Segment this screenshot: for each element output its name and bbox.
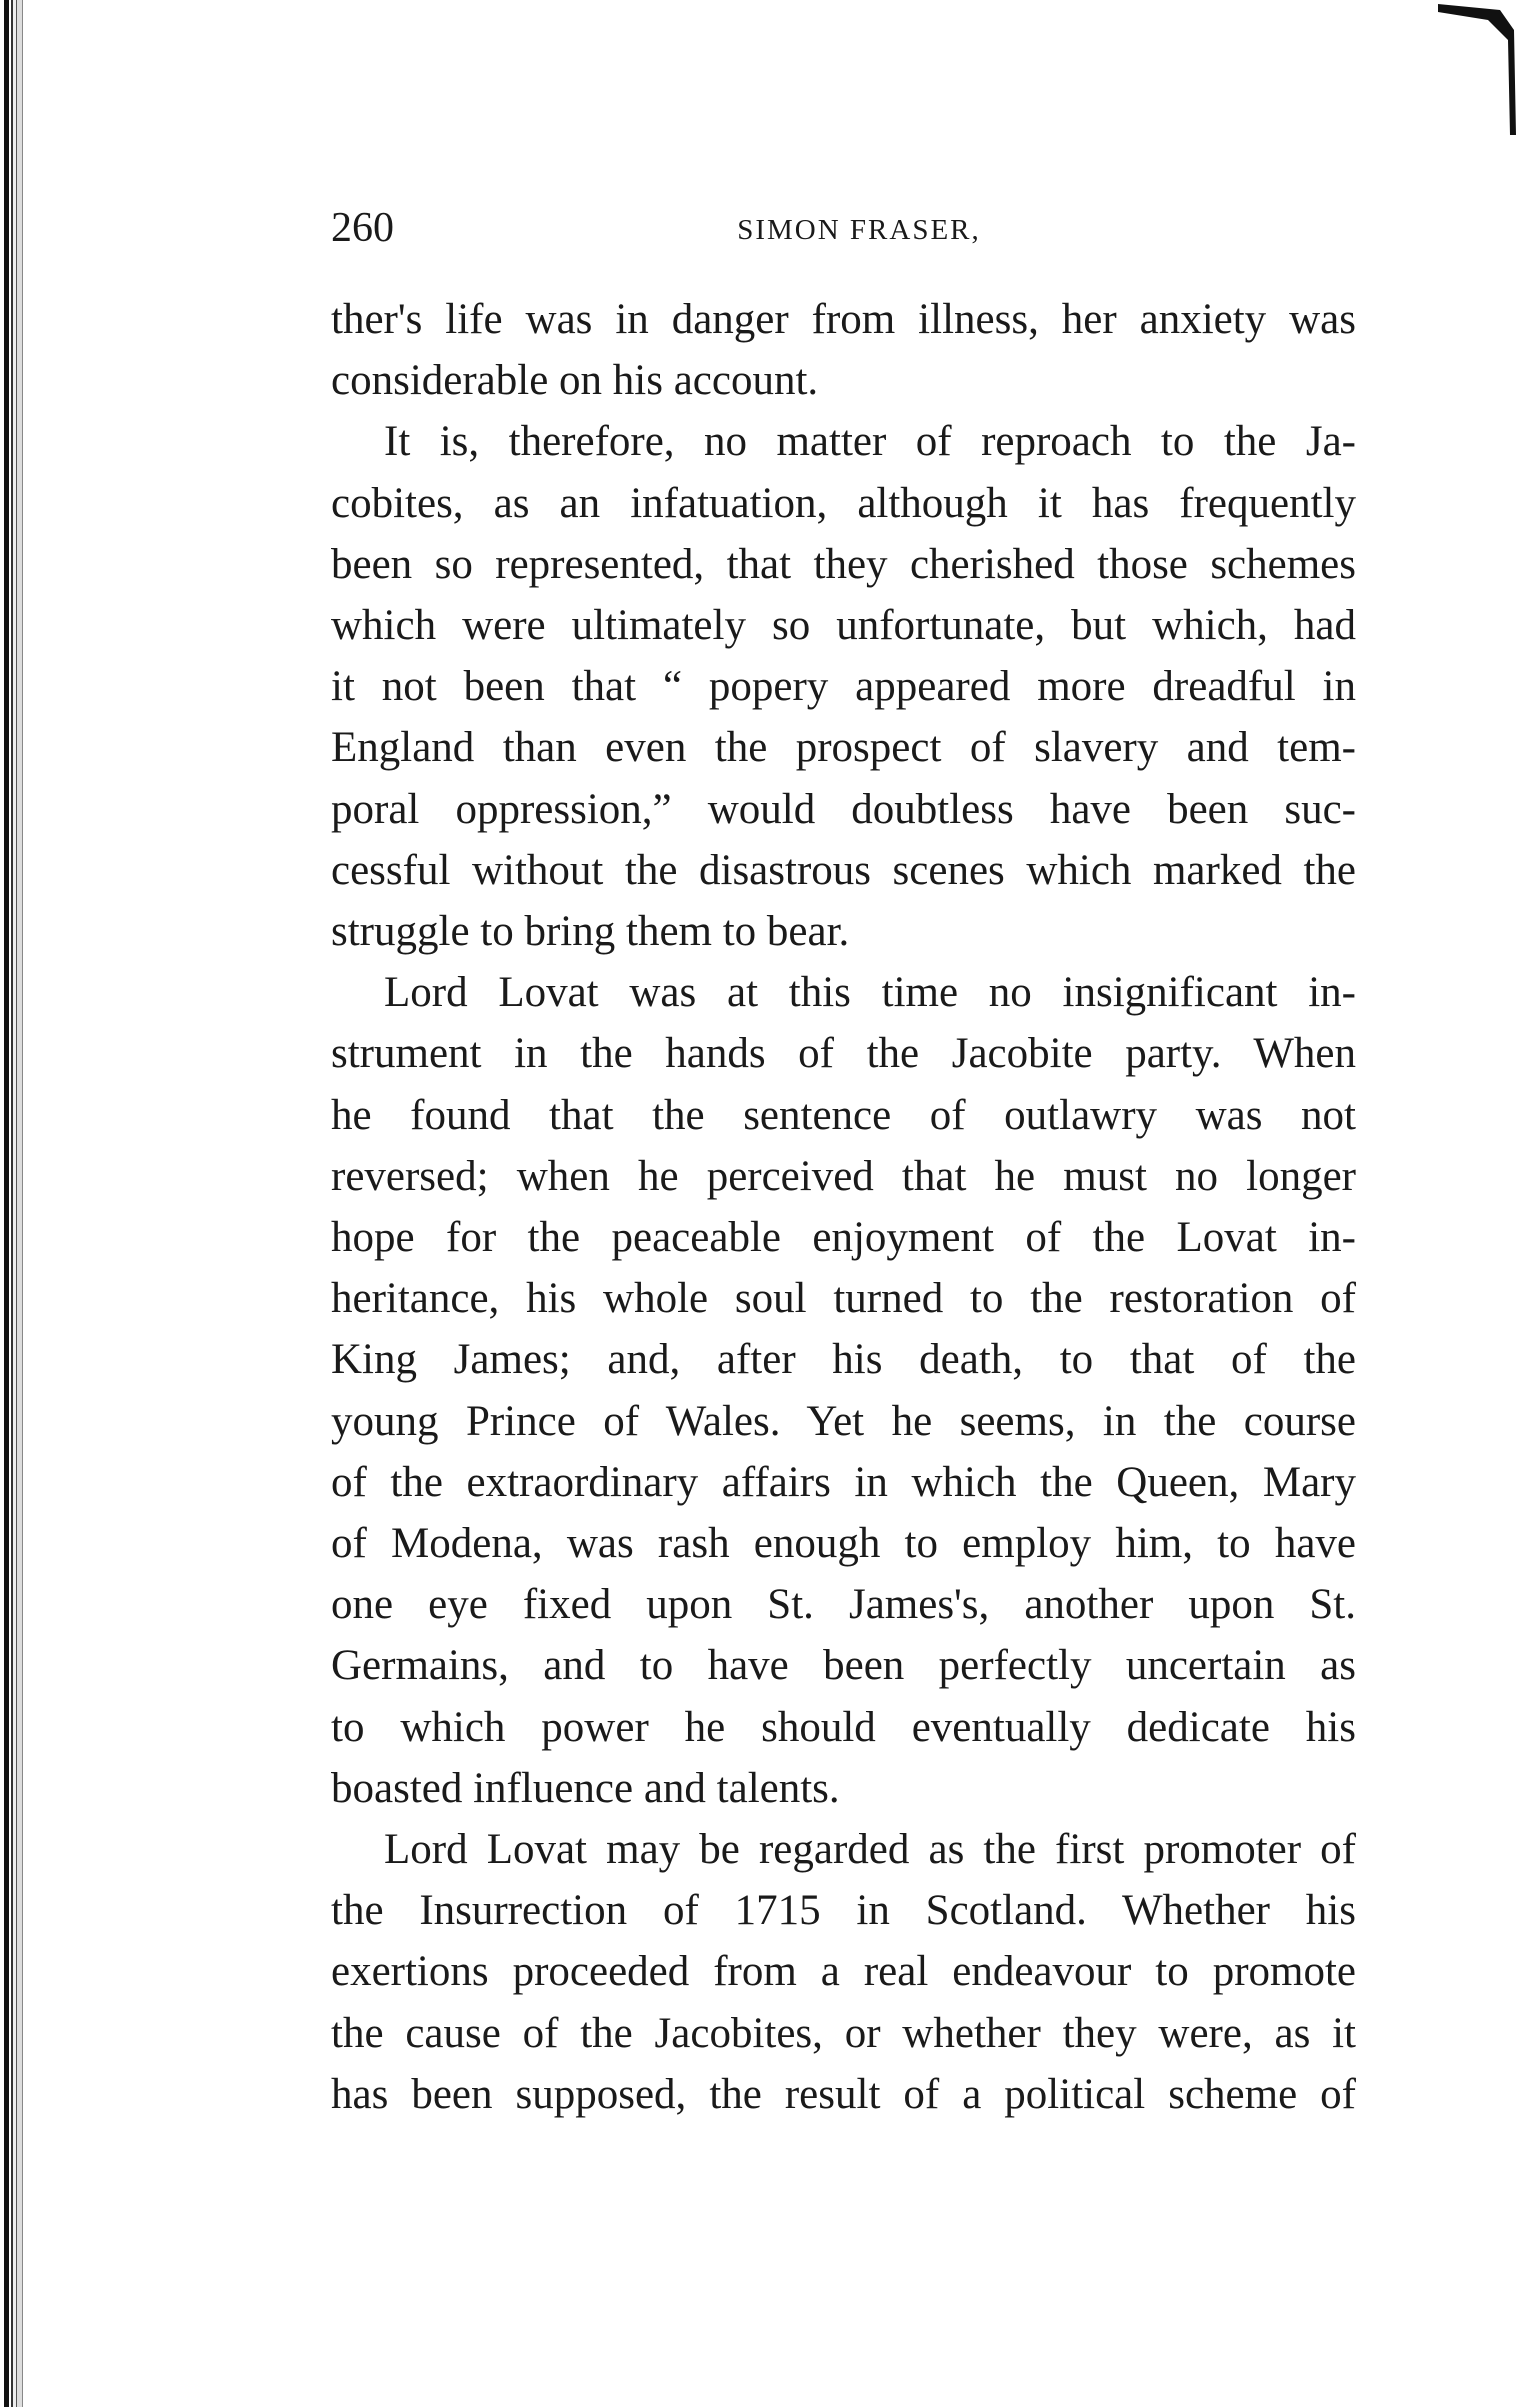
text-line: cobites, as an infatuation, although it has frequently [331, 479, 1356, 527]
text-line: hope for the peaceable enjoyment of the Lovat in- [331, 1214, 1356, 1261]
text-line: to which power he should eventually dedicate his [331, 1703, 1356, 1751]
text-line: Germains, and to have been perfectly uncertain as [331, 1642, 1356, 1690]
text-line: has been supposed, the result of a political scheme of [331, 2070, 1356, 2118]
text-line: struggle to bring them to bear. [331, 908, 850, 955]
text-line: reversed; when he perceived that he must no longer [331, 1152, 1356, 1200]
text-line: Lord Lovat was at this time no insignificant in- [384, 969, 1356, 1017]
text-line: King James; and, after his death, to that of the [331, 1336, 1356, 1384]
text-line: the Insurrection of 1715 in Scotland. Whether his [331, 1887, 1356, 1935]
text-line: England than even the prospect of slavery and tem- [331, 724, 1356, 772]
text-line: considerable on his account. [331, 357, 819, 405]
text-line: strument in the hands of the Jacobite party. When [331, 1030, 1356, 1078]
text-line: one eye fixed upon St. James's, another upon St. [331, 1581, 1356, 1629]
text-line: young Prince of Wales. Yet he seems, in the course [331, 1397, 1356, 1445]
text-line: of the extraordinary affairs in which the Queen, Mary [331, 1458, 1356, 1506]
text-line: the cause of the Jacobites, or whether they were, as it [331, 2009, 1356, 2057]
running-title: SIMON FRASER, [737, 214, 981, 246]
text-line: which were ultimately so unfortunate, but which, had [331, 602, 1356, 649]
text-line: been so represented, that they cherished those schemes [331, 540, 1356, 588]
text-line: ther's life was in danger from illness, her anxiety was [331, 296, 1356, 343]
page-number: 260 [331, 205, 394, 251]
text-line: heritance, his whole soul turned to the restoration of [331, 1275, 1356, 1323]
text-line: It is, therefore, no matter of reproach to the Ja- [384, 418, 1356, 466]
text-line: Lord Lovat may be regarded as the first promoter of [384, 1826, 1356, 1873]
text-line: he found that the sentence of outlawry was not [331, 1091, 1356, 1139]
text-line: poral oppression,” would doubtless have been suc- [331, 785, 1356, 833]
text-line: exertions proceeded from a real endeavour to promote [331, 1948, 1356, 1996]
text-line: cessful without the disastrous scenes which marked the [331, 846, 1356, 894]
text-line: of Modena, was rash enough to employ him, to have [331, 1520, 1356, 1567]
page-corner-mark [1438, 0, 1518, 140]
scanned-page-edge [0, 0, 34, 2407]
text-line: it not been that “ popery appeared more dreadful in [331, 663, 1356, 711]
text-line: boasted influence and talents. [331, 1764, 840, 1812]
